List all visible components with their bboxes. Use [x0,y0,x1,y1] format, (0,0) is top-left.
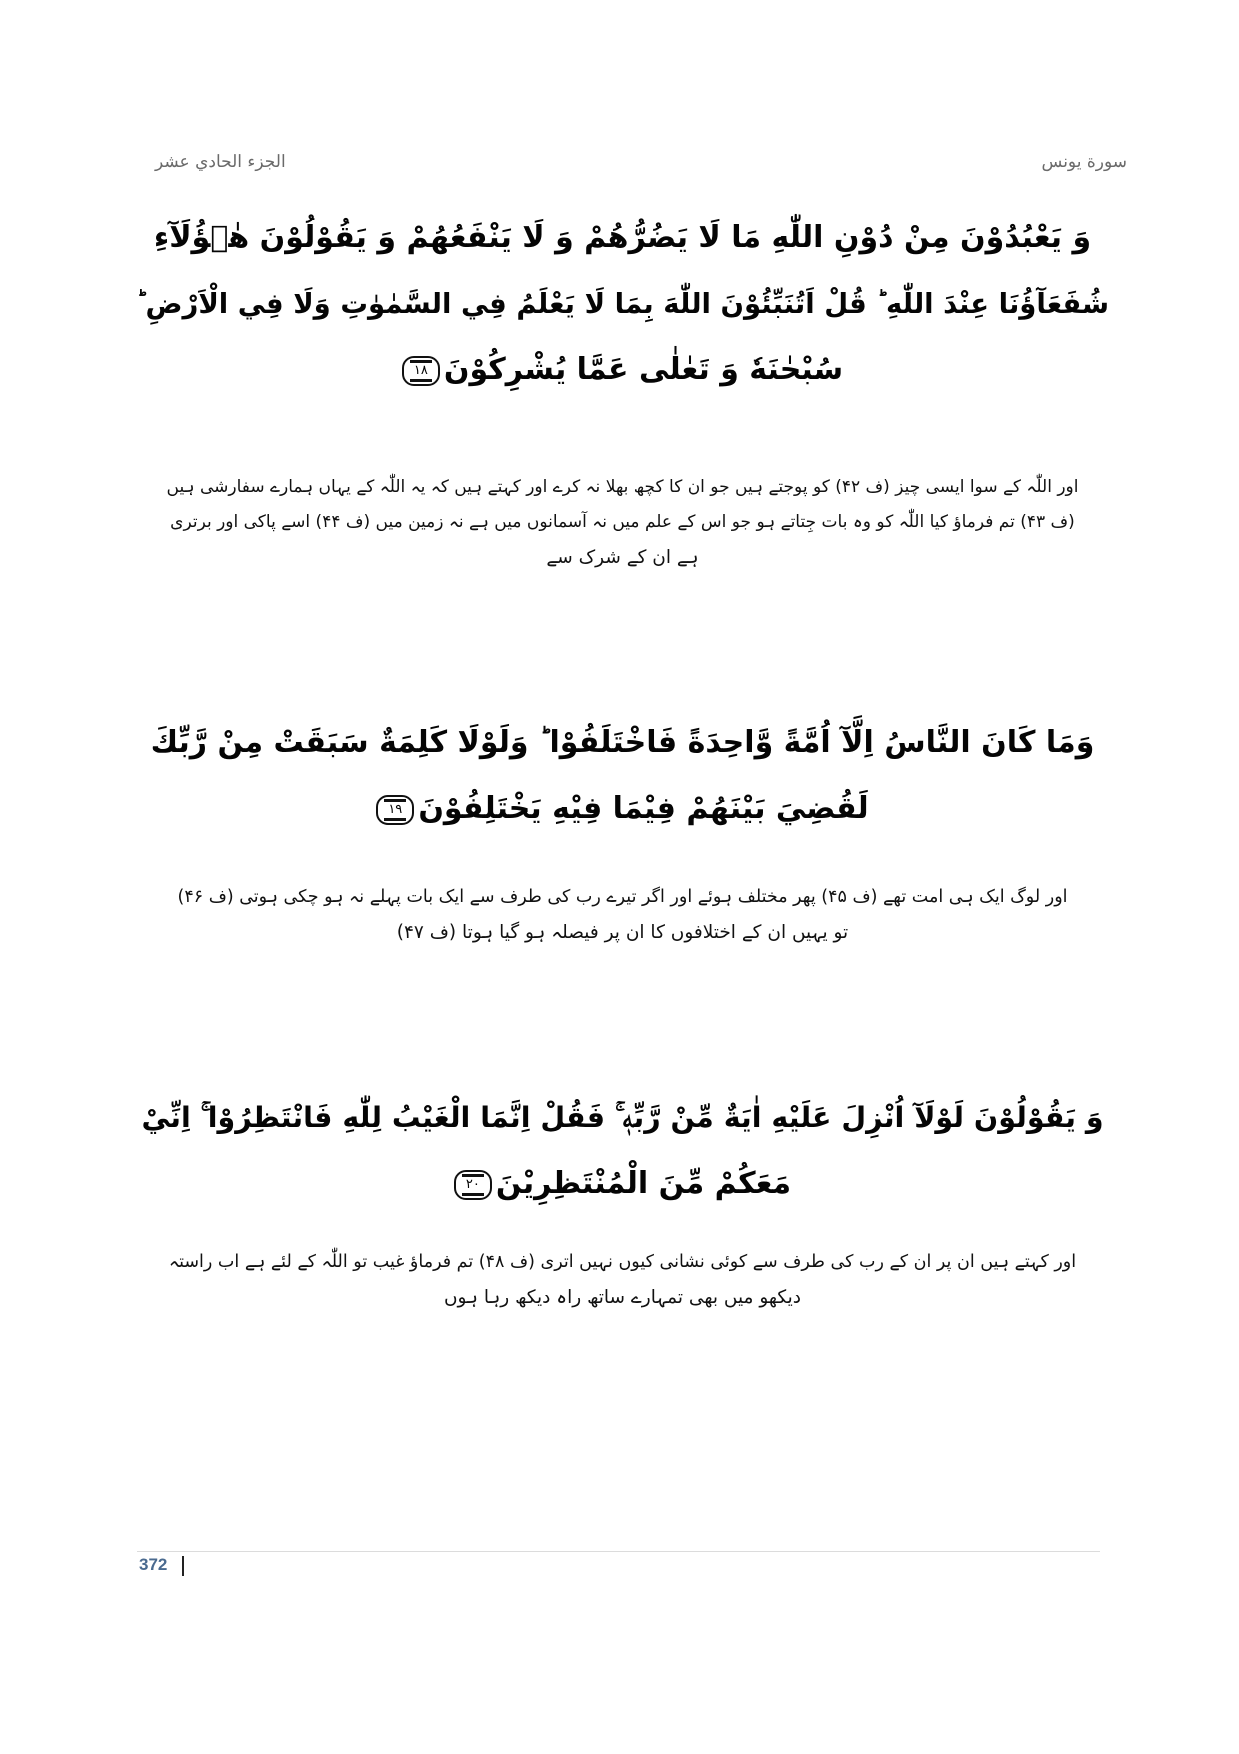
ayah-number-marker: ٢٠ [454,1170,492,1200]
verse-20-arabic [135,1085,1110,1217]
urdu-line: اور اللّٰہ کے سوا ایسی چیز (ف ۴۲) کو پوجتے ہیں جو ان کا کچھ بھلا نہ کرے اور کہتے ہیں کہ یہ اللّٰہ کے یہاں ہمارے سفارشی ہیں [166,477,1079,497]
urdu-line: اور کہتے ہیں ان پر ان کے رب کی طرف سے کوئی نشانی کیوں نہیں اتری (ف ۴۸) تم فرماؤ غیب تو اللّٰہ کے لئے ہے اب راستہ [168,1252,1077,1272]
verse-18-arabic [135,205,1110,403]
arabic-line [135,776,1110,842]
juz-title: الجزء الحادي عشر [155,152,286,172]
ayah-number-marker: ١٩ [376,795,414,825]
arabic-line: وَ يَقُوْلُوْنَ لَوْلَآ اُنْزِلَ عَلَيْهِ اٰيَةٌ مِّنْ رَّبِّهٖ ۚ فَقُلْ اِنَّمَا الْغَيْبُ لِلّٰهِ فَانْتَظِرُوْا ۚ اِنِّيْ [141,1101,1104,1134]
urdu-line: تو یہیں ان کے اختلافوں کا ان پر فیصلہ ہو گیا ہوتا (ف ۴۷) [396,922,849,943]
footer-divider [137,1551,1100,1552]
arabic-line: وَ يَعْبُدُوْنَ مِنْ دُوْنِ اللّٰهِ مَا لَا يَضُرُّهُمْ وَ لَا يَنْفَعُهُمْ وَ يَقُوْلُوْنَ هٰۤؤُلَآءِ [153,220,1092,255]
ayah-number-marker: ١٨ [402,356,440,386]
page-number: 372 [139,1555,168,1574]
urdu-line: دیکھو میں بھی تمہارے ساتھ راہ دیکھ رہا ہوں [443,1287,802,1308]
verse-18-urdu [135,470,1110,575]
arabic-line-text: مَعَكُمْ مِّنَ الْمُنْتَظِرِيْنَ [495,1166,792,1201]
surah-title: سورة يونس [1041,152,1127,172]
arabic-line [135,337,1110,403]
urdu-line: اور لوگ ایک ہی امت تھے (ف ۴۵) پھر مختلف ہوئے اور اگر تیرے رب کی طرف سے ایک بات پہلے نہ ہو چکی ہوتی (ف ۴۶) [177,887,1068,907]
arabic-line-text: لَقُضِيَ بَيْنَهُمْ فِيْمَا فِيْهِ يَخْتَلِفُوْنَ [418,791,869,826]
arabic-line [135,1151,1110,1217]
arabic-line: وَمَا كَانَ النَّاسُ اِلَّآ اُمَّةً وَّاحِدَةً فَاخْتَلَفُوْا ؕ وَلَوْلَا كَلِمَةٌ سَبَقَتْ مِنْ رَّبِّكَ [150,725,1095,760]
arabic-line: شُفَعَآؤُنَا عِنْدَ اللّٰهِ ؕ قُلْ اَتُنَبِّئُوْنَ اللّٰهَ بِمَا لَا يَعْلَمُ فِي السَّمٰوٰتِ وَلَا فِي الْاَرْضِ ؕ [135,288,1110,320]
page-number-separator [182,1556,184,1576]
urdu-line: (ف ۴۳) تم فرماؤ کیا اللّٰہ کو وہ بات جِتاتے ہو جو اس کے علم میں نہ آسمانوں میں ہے نہ زمین میں (ف ۴۴) اسے پاکی اور برتری [170,512,1075,532]
arabic-line-text: سُبْحٰنَهٗ وَ تَعٰلٰى عَمَّا يُشْرِكُوْنَ [443,352,844,387]
verse-19-arabic [135,710,1110,842]
verse-20-urdu [135,1245,1110,1315]
verse-19-urdu [135,880,1110,950]
urdu-line: ہے ان کے شرک سے [546,547,699,568]
